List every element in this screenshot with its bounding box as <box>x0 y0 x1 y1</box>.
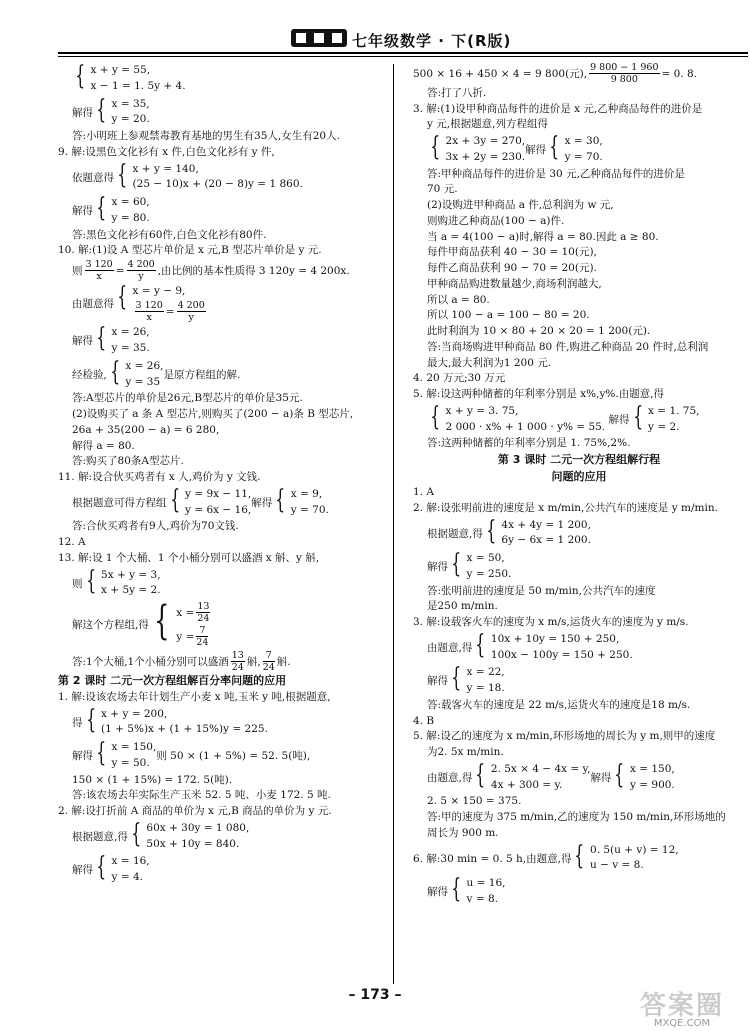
text-span: u = 16, <box>466 877 506 890</box>
text-span: 6. 解:30 min = 0. 5 h,由题意,得 <box>413 852 572 865</box>
text-line <box>58 739 383 773</box>
text-span: x + y = 55, <box>90 64 151 76</box>
text-span: x = y − 9, <box>132 284 186 297</box>
text-line: 答:张明前进的速度是 50 m/min,公共汽车的速度 <box>427 584 656 597</box>
equation-system <box>167 484 252 519</box>
text-span <box>185 487 251 519</box>
question-13: 13. 解:设 1 个大桶、1 个小桶分别可以盛酒 x 斛、y 斛, <box>58 551 320 564</box>
text-line: 答:甲种商品每件的进价是 30 元,乙种商品每件的进价是 <box>427 167 685 180</box>
text-span: 3 120 <box>135 299 163 311</box>
text-line: 所以 a = 80. <box>427 293 490 306</box>
page-header <box>0 0 750 58</box>
text-span: { <box>131 818 142 849</box>
text-span <box>196 625 208 649</box>
text-line: 则 $\frac{3 120}{x}$ = $\frac{4 200}{y}$ ,由比例的基本性质得 3 120y = 4 200x. <box>72 259 350 283</box>
section-title-lesson-3: 第 3 课时 二元一次方程组解行程 <box>497 453 661 467</box>
text-line <box>413 403 745 437</box>
page-number: – 173 – <box>348 987 402 1003</box>
equation-system <box>427 401 606 436</box>
text-line <box>413 875 745 909</box>
text-span: y = <box>176 630 195 643</box>
text-line: 周长为 900 m. <box>427 826 499 839</box>
text-span: ,由比例的基本性质得 3 120y = 4 200x. <box>157 264 350 277</box>
equation-system <box>83 704 268 739</box>
text-line <box>58 853 383 887</box>
text-line <box>413 761 745 795</box>
text-line <box>58 486 383 520</box>
text-span <box>101 707 268 739</box>
text-line <box>413 664 745 698</box>
text-span: x = 26, <box>125 359 164 372</box>
text-span <box>112 97 150 129</box>
problem-s4: 4. B <box>413 714 435 727</box>
equation-system <box>448 551 511 583</box>
text-line: 70 元. <box>427 183 458 196</box>
answer-line: 答:小明班上参观禁毒教育基地的男生有35人,女生有20人. <box>72 130 340 142</box>
text-span: { <box>614 759 625 790</box>
text-span <box>467 665 505 697</box>
text-span: 解得 <box>72 864 93 877</box>
text-span: x = 150, <box>629 762 675 775</box>
text-span: { <box>96 323 107 354</box>
text-line: 最大,最大利润为1 200 元. <box>427 356 552 369</box>
text-span: 60x + 30y = 1 080, <box>146 821 250 834</box>
text-span: y = 50. <box>111 756 150 769</box>
book-logo-icon <box>290 26 348 50</box>
text-span <box>263 650 275 674</box>
equation-system <box>114 159 303 194</box>
equation-system <box>472 629 633 664</box>
text-span: x <box>146 311 152 323</box>
question-12: 12. A <box>58 536 86 549</box>
text-span: x = 22, <box>466 666 505 679</box>
text-span: 13 <box>231 649 244 661</box>
text-span <box>101 568 161 600</box>
text-span: x = 9, <box>290 487 323 500</box>
text-span: x = 35, <box>111 97 150 110</box>
text-span: 24 <box>262 662 275 674</box>
equation-system <box>272 484 329 519</box>
text-span <box>467 876 506 908</box>
text-span <box>133 284 208 324</box>
text-span: 解得 <box>427 885 448 898</box>
text-span: 解得 <box>72 749 93 762</box>
text-line <box>413 517 745 551</box>
text-span: x = 150, <box>111 741 157 754</box>
text-span: y = 20. <box>111 113 150 126</box>
equation-system <box>571 840 679 875</box>
text-span: x = 16, <box>111 855 150 868</box>
text-line: (2)设购买了 a 条 A 型芯片,则购买了(200 − a)条 B 型芯片, <box>72 408 354 421</box>
equation-system <box>83 565 161 600</box>
text-span: 500 × 16 + 450 × 4 = 9 800(元), <box>413 67 588 80</box>
text-span: { <box>475 759 486 790</box>
text-span: v = 8. <box>466 892 498 905</box>
left-column <box>58 62 383 887</box>
text-span <box>85 259 114 283</box>
text-line: 答:合伙买鸡者有9人,鸡价为70文钱. <box>72 520 239 533</box>
text-span: { <box>96 94 107 125</box>
column-divider <box>393 64 394 984</box>
text-span: x = 50, <box>466 552 505 565</box>
problem-s5: 5. 解:设乙的速度为 x m/min,环形场地的周长为 y m,则甲的速度 <box>413 730 716 743</box>
text-span: y = 4. <box>111 871 143 884</box>
text-line: 26a + 35(200 − a) = 6 280, <box>72 423 220 436</box>
text-span: x = 26, <box>111 326 150 339</box>
text-span: 得 <box>72 716 83 729</box>
text-span <box>446 404 606 436</box>
text-span <box>589 62 659 86</box>
text-span <box>491 632 633 664</box>
text-line: 解得 a = 80. <box>72 439 135 452</box>
text-span <box>565 134 603 166</box>
text-span: { <box>632 401 643 432</box>
text-span: { <box>110 356 121 387</box>
text-span: 解得 <box>72 204 93 217</box>
text-line: 答:载客火车的速度是 22 m/s,运货火车的速度是18 m/s. <box>427 698 691 711</box>
watermark-logo: 答案圈 MXQE.COM <box>639 991 724 1029</box>
right-column <box>413 62 745 909</box>
text-span: x + y = 200, <box>101 707 168 720</box>
text-span: { <box>75 61 86 91</box>
text-span <box>291 487 329 519</box>
text-span: 则 <box>72 577 83 590</box>
text-line: 答:打了八折. <box>427 86 487 99</box>
text-span <box>133 162 303 194</box>
text-span: = 0. 8. <box>661 67 698 80</box>
text-span: x <box>96 271 102 283</box>
text-span <box>648 404 699 436</box>
text-span: (1 + 5%)x + (1 + 15%)y = 225. <box>101 723 268 736</box>
text-line: 答:购买了80条A型芯片. <box>72 455 184 468</box>
text-span: 4x + 4y = 1 200, <box>501 518 591 531</box>
text-span: y = 70. <box>564 150 603 163</box>
text-span: 4x + 300 = y. <box>490 778 563 791</box>
problem-2: 2. 解:设打折前 A 商品的单价为 x 元,B 商品的单价为 y 元. <box>58 805 332 818</box>
text-span: 解得 <box>72 335 93 348</box>
section-subtitle-lesson-3: 问题的应用 <box>551 469 607 483</box>
text-line: y 元,根据题意,列方程组得 <box>427 118 548 131</box>
question-11: 11. 解:设合伙买鸡者有 x 人,鸡价为 y 文钱. <box>58 471 261 484</box>
equation-system <box>93 94 150 129</box>
text-span: 2x + 3y = 270, <box>445 135 526 148</box>
text-line: 是250 m/min. <box>427 600 498 613</box>
text-span: 由题意得 <box>72 297 114 310</box>
text-span <box>91 63 186 95</box>
text-span: (25 − 10)x + (20 − 8)y = 1 860. <box>132 178 303 191</box>
text-span <box>112 195 150 227</box>
text-span: 6y − 6x = 1 200. <box>501 534 591 547</box>
equation-system <box>114 281 208 324</box>
text-line: 2. 5 × 150 = 375. <box>427 795 522 808</box>
text-span: { <box>430 401 441 432</box>
equation-system <box>93 740 156 772</box>
text-span: { <box>451 874 462 905</box>
text-span: y = 35 <box>125 375 161 388</box>
text-span: 24 <box>196 637 209 649</box>
text-span: 10x + 10y = 150 + 250, <box>490 632 620 645</box>
text-span: 解这个方程组,得 <box>72 618 149 631</box>
text-span: y = 2. <box>648 420 680 433</box>
problem-1: 1. 解:设该农场去年计划生产小麦 x 吨,玉米 y 吨,根据题意, <box>58 690 331 703</box>
text-line: 150 × (1 + 15%) = 172. 5(吨). <box>72 773 233 786</box>
text-line: 所以 100 − a = 100 − 80 = 20. <box>427 309 590 322</box>
text-span: 解得 <box>72 106 93 119</box>
text-span: 根据题意,得 <box>72 830 128 843</box>
text-span: 斛, <box>246 655 261 668</box>
text-line <box>58 161 383 195</box>
text-line <box>58 96 383 130</box>
text-line <box>413 631 745 665</box>
equation-system <box>630 401 700 436</box>
text-span <box>177 300 206 324</box>
text-span: y = 70. <box>290 503 329 516</box>
text-span: y = 6x − 16, <box>185 503 252 516</box>
text-span: y = 35. <box>111 342 150 355</box>
equation-system <box>107 356 164 391</box>
text-span: 依题意得 <box>72 171 114 184</box>
text-span: x + 5y = 2. <box>101 584 161 597</box>
text-span <box>127 259 156 283</box>
text-line: 答:甲的速度为 375 m/min,乙的速度为 150 m/min,环形场地的 <box>427 811 726 824</box>
text-line <box>58 62 383 96</box>
text-span: 5x + y = 3, <box>101 568 161 581</box>
text-span: y = 18. <box>466 682 505 695</box>
text-span <box>491 762 591 794</box>
text-span: y = 9x − 11, <box>185 487 252 500</box>
question-9: 9. 解:设黑色文化衫有 x 件,白色文化衫有 y 件, <box>58 145 275 158</box>
text-span: 解得 <box>590 771 612 784</box>
text-line <box>58 324 383 358</box>
section-title-lesson-2: 第 2 课时 二元一次方程组解百分率问题的应用 <box>58 674 287 688</box>
text-line <box>413 133 745 167</box>
equation-system <box>72 63 186 95</box>
text-span <box>590 843 679 875</box>
text-span: 答:1个大桶,1个小桶分别可以盛酒 <box>72 655 229 668</box>
text-span: 是原方程组的解. <box>163 368 241 381</box>
equation-system <box>149 598 213 649</box>
text-span <box>176 601 212 649</box>
text-span: { <box>549 132 560 163</box>
text-span: x + y = 3. 75, <box>445 404 519 417</box>
text-span: x = 60, <box>111 196 150 208</box>
equation-system <box>546 134 603 166</box>
text-span: 50x + 10y = 840. <box>146 837 240 850</box>
text-span: 解得 <box>427 675 448 688</box>
text-span: 2 000 · x% + 1 000 · y% = 55. <box>445 420 606 433</box>
text-span <box>630 762 675 794</box>
text-span <box>112 325 150 357</box>
equation-system <box>472 759 591 794</box>
header-rule <box>58 52 748 54</box>
text-span: 由题意,得 <box>427 641 473 654</box>
text-line <box>58 600 383 650</box>
text-span: { <box>153 598 170 645</box>
text-span: 100x − 100y = 150 + 250. <box>490 648 633 661</box>
equation-system <box>93 854 150 886</box>
text-span: x − 1 = 1. 5y + 4. <box>90 79 186 92</box>
text-line <box>58 706 383 740</box>
text-line: 此时利润为 10 × 80 + 20 × 20 = 1 200(元). <box>427 325 651 338</box>
text-span <box>112 740 157 772</box>
text-span: 由题意,得 <box>427 771 473 784</box>
problem-4: 4. 20 万元;30 万元 <box>413 372 506 385</box>
text-line: 则购进乙种商品(100 − a)件. <box>427 214 565 227</box>
text-span <box>146 821 249 853</box>
text-span: 13 <box>197 601 210 613</box>
problem-5: 5. 解:设这两种储蓄的年利率分别是 x%,y%.由题意,得 <box>413 388 665 401</box>
text-line <box>58 194 383 228</box>
text-line <box>58 358 383 392</box>
text-line: (2)设购进甲种商品 a 件,总利润为 w 元, <box>427 199 614 212</box>
text-span: x = 1. 75, <box>648 404 700 417</box>
text-span: 3 120 <box>85 259 113 270</box>
text-span: u − v = 8. <box>590 859 644 872</box>
text-span: 则 <box>72 264 83 277</box>
text-span: 24 <box>197 613 210 625</box>
text-span: { <box>451 663 462 694</box>
text-span: { <box>96 193 107 223</box>
equation-system <box>448 665 505 697</box>
text-span <box>196 601 210 625</box>
text-line: 答:该农场去年实际生产玉米 52. 5 吨、小麦 172. 5 吨. <box>72 789 331 802</box>
text-span: y = 250. <box>466 567 512 580</box>
text-line: 答:当商场购进甲种商品 80 件,购进乙种商品 20 件时,总利润 <box>427 340 709 353</box>
text-span: y = 80. <box>111 211 150 224</box>
equation-system <box>483 515 591 550</box>
text-span <box>446 134 526 166</box>
text-line: 答:这两种储蓄的年利率分别是 1. 75%,2%. <box>427 437 631 450</box>
text-span: 根据题意,得 <box>427 527 483 540</box>
text-line: 答:黑色文化衫有60件,白色文化衫有80件. <box>72 228 267 241</box>
text-line: 为2. 5x m/min. <box>427 746 504 759</box>
text-span: 解得 <box>427 560 448 573</box>
text-line: 当 a = 4(100 − a)时,解得 a = 80.因此 a ≥ 80. <box>427 230 659 243</box>
text-span: 根据题意可得方程组 <box>72 496 167 509</box>
text-span: 7 <box>196 625 208 637</box>
equation-system <box>128 818 250 853</box>
text-span: 斛. <box>276 655 291 668</box>
text-span: 经检验, <box>72 368 107 381</box>
text-span: 解得 <box>525 143 547 156</box>
text-span: 9 800 − 1 960 <box>590 62 659 73</box>
text-span <box>135 300 164 324</box>
text-span <box>176 625 212 649</box>
header-title: 七年级数学 · 下(R版) <box>352 32 512 50</box>
header-rule-thin <box>58 56 748 57</box>
text-span: { <box>486 515 497 546</box>
text-span: { <box>117 159 128 190</box>
text-span: y <box>138 271 144 283</box>
text-span: { <box>96 852 107 883</box>
text-line: 每件乙商品获利 90 − 70 = 20(元). <box>427 262 597 275</box>
equation-system <box>427 134 525 166</box>
problem-s2: 2. 解:设张明前进的速度是 x m/min,公共汽车的速度是 y m/min. <box>413 501 718 514</box>
text-span: { <box>275 484 286 515</box>
text-span: x = <box>176 606 195 619</box>
text-span: y = 900. <box>629 778 675 791</box>
problem-s3: 3. 解:设载客火车的速度为 x m/s,运货火车的速度为 y m/s. <box>413 616 689 629</box>
text-span: { <box>85 704 96 735</box>
problem-3: 3. 解:(1)设甲种商品每件的进价是 x 元,乙种商品每件的进价是 <box>413 102 703 115</box>
text-line <box>58 650 383 674</box>
text-line <box>58 567 383 601</box>
text-span: x = 30, <box>564 135 603 148</box>
text-span <box>467 551 512 583</box>
problem-s1: 1. A <box>413 486 434 499</box>
text-span <box>112 854 150 886</box>
text-span: x + y = 140, <box>132 162 199 175</box>
text-span: 解得 <box>608 413 630 426</box>
text-line <box>413 550 745 584</box>
text-span <box>501 518 591 550</box>
text-span: 0. 5(u + v) = 12, <box>590 843 679 856</box>
question-10: 10. 解:(1)设 A 型芯片单价是 x 元,B 型芯片单价是 y 元. <box>58 244 322 257</box>
text-span: { <box>451 549 462 580</box>
text-line: 答:A型芯片的单价是26元,B型芯片的单价是35元. <box>72 392 303 405</box>
text-line <box>413 62 745 86</box>
equation-system <box>93 325 150 357</box>
text-span: 7 <box>263 650 275 662</box>
text-span: 解得 <box>251 496 273 509</box>
equation-system <box>93 195 150 227</box>
text-span: 2. 5x × 4 − 4x = y, <box>490 762 591 775</box>
text-line: 每件甲商品获利 40 − 30 = 10(元), <box>427 246 597 259</box>
text-span <box>176 601 212 625</box>
text-span: 3x + 2y = 230. <box>445 150 526 163</box>
text-line: 甲种商品购进数量越少,商场利润越大, <box>427 277 602 290</box>
text-span: 则 50 × (1 + 5%) = 52. 5(吨), <box>156 749 311 762</box>
text-span: 9 800 <box>610 74 638 86</box>
text-span: 24 <box>231 662 244 674</box>
text-span <box>231 650 245 674</box>
text-span: $\frac{3 120}{x}$ = $\frac{4 200}{y}$ <box>135 299 205 323</box>
equation-system <box>611 759 675 794</box>
text-span: y <box>188 311 194 323</box>
text-span: { <box>430 132 441 163</box>
text-span <box>125 359 163 391</box>
text-span: 4 200 <box>177 299 205 311</box>
text-span: { <box>96 738 107 769</box>
text-span: 4 200 <box>127 259 155 270</box>
text-line <box>58 820 383 854</box>
text-span: { <box>169 484 180 515</box>
equation-system <box>448 876 505 908</box>
text-span: { <box>85 565 96 596</box>
text-span: { <box>117 281 128 312</box>
text-span: { <box>574 840 585 871</box>
text-line <box>58 283 383 325</box>
problem-s6 <box>413 842 745 876</box>
text-span: { <box>475 629 486 660</box>
